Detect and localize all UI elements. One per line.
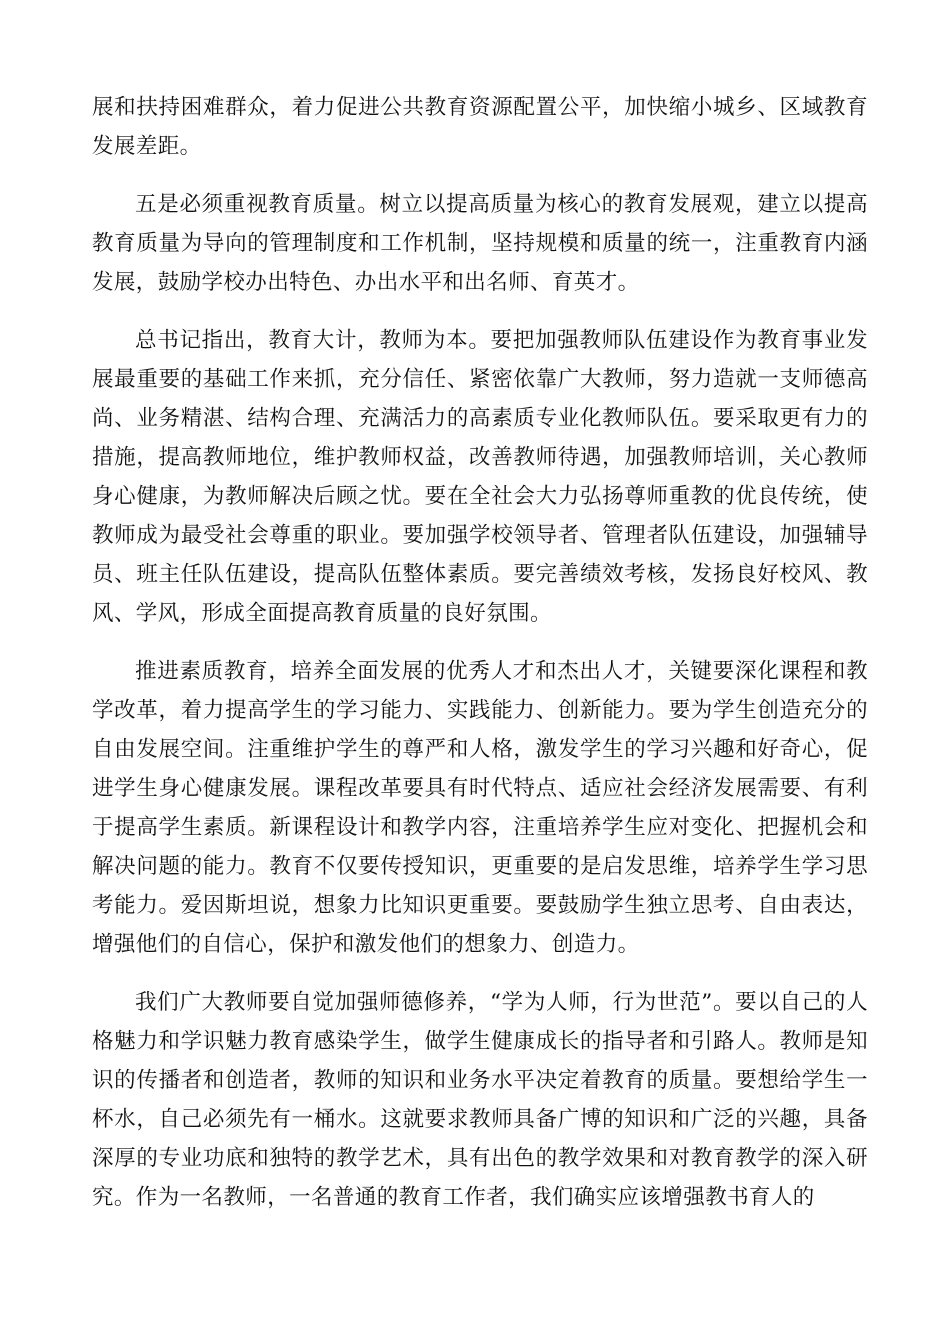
paragraph-teacher-team: 总书记指出，教育大计，教师为本。要把加强教师队伍建设作为教育事业发展最重要的基础工作来抓，充分信任、紧密依靠广大教师，努力造就一支师德高尚、业务精湛、结构合理、充满活力的高素质专业化教师队伍。要采取更有力的措施，提高教师地位，维护教师权益，改善教师待遇，加强教师培训，关心教师身心健康，为教师解决后顾之忧。要在全社会大力弘扬尊师重教的优良传统，使教师成为最受社会尊重的职业。要加强学校领导者、管理者队伍建设，加强辅导员、班主任队伍建设，提高队伍整体素质。要完善绩效考核，发扬良好校风、教风、学风，形成全面提高教育质量的良好氛围。 [92,328,868,626]
paragraph-teacher-ethics: 我们广大教师要自觉加强师德修养，“学为人师，行为世范”。要以自己的人格魅力和学识魅力教育感染学生，做学生健康成长的指导者和引路人。教师是知识的传播者和创造者，教师的知识和业务水平决定着教育的质量。要想给学生一杯水，自己必须先有一桶水。这就要求教师具备广博的知识和广泛的兴趣，具备深厚的专业功底和独特的教学艺术，具有出色的教学效果和对教育教学的深入研究。作为一名教师，一名普通的教育工作者，我们确实应该增强教书育人的 [92,990,868,1210]
document-page [92,88,868,1236]
paragraph-quality-education: 推进素质教育，培养全面发展的优秀人才和杰出人才，关键要深化课程和教学改革，着力提高学生的学习能力、实践能力、创新能力。要为学生创造充分的自由发展空间。注重维护学生的尊严和人格，激发学生的学习兴趣和好奇心，促进学生身心健康发展。课程改革要具有时代特点、适应社会经济发展需要、有利于提高学生素质。新课程设计和教学内容，注重培养学生应对变化、把握机会和解决问题的能力。教育不仅要传授知识，更重要的是启发思维，培养学生学习思考能力。爱因斯坦说，想象力比知识更重要。要鼓励学生独立思考、自由表达，增强他们的自信心，保护和激发他们的想象力、创造力。 [92,659,868,957]
paragraph-education-quality: 五是必须重视教育质量。树立以提高质量为核心的教育发展观，建立以提高教育质量为导向的管理制度和工作机制，坚持规模和质量的统一，注重教育内涵发展，鼓励学校办出特色、办出水平和出名师、育英才。 [92,192,868,295]
paragraph-continuation: 展和扶持困难群众，着力促进公共教育资源配置公平，加快缩小城乡、区域教育发展差距。 [92,95,868,159]
